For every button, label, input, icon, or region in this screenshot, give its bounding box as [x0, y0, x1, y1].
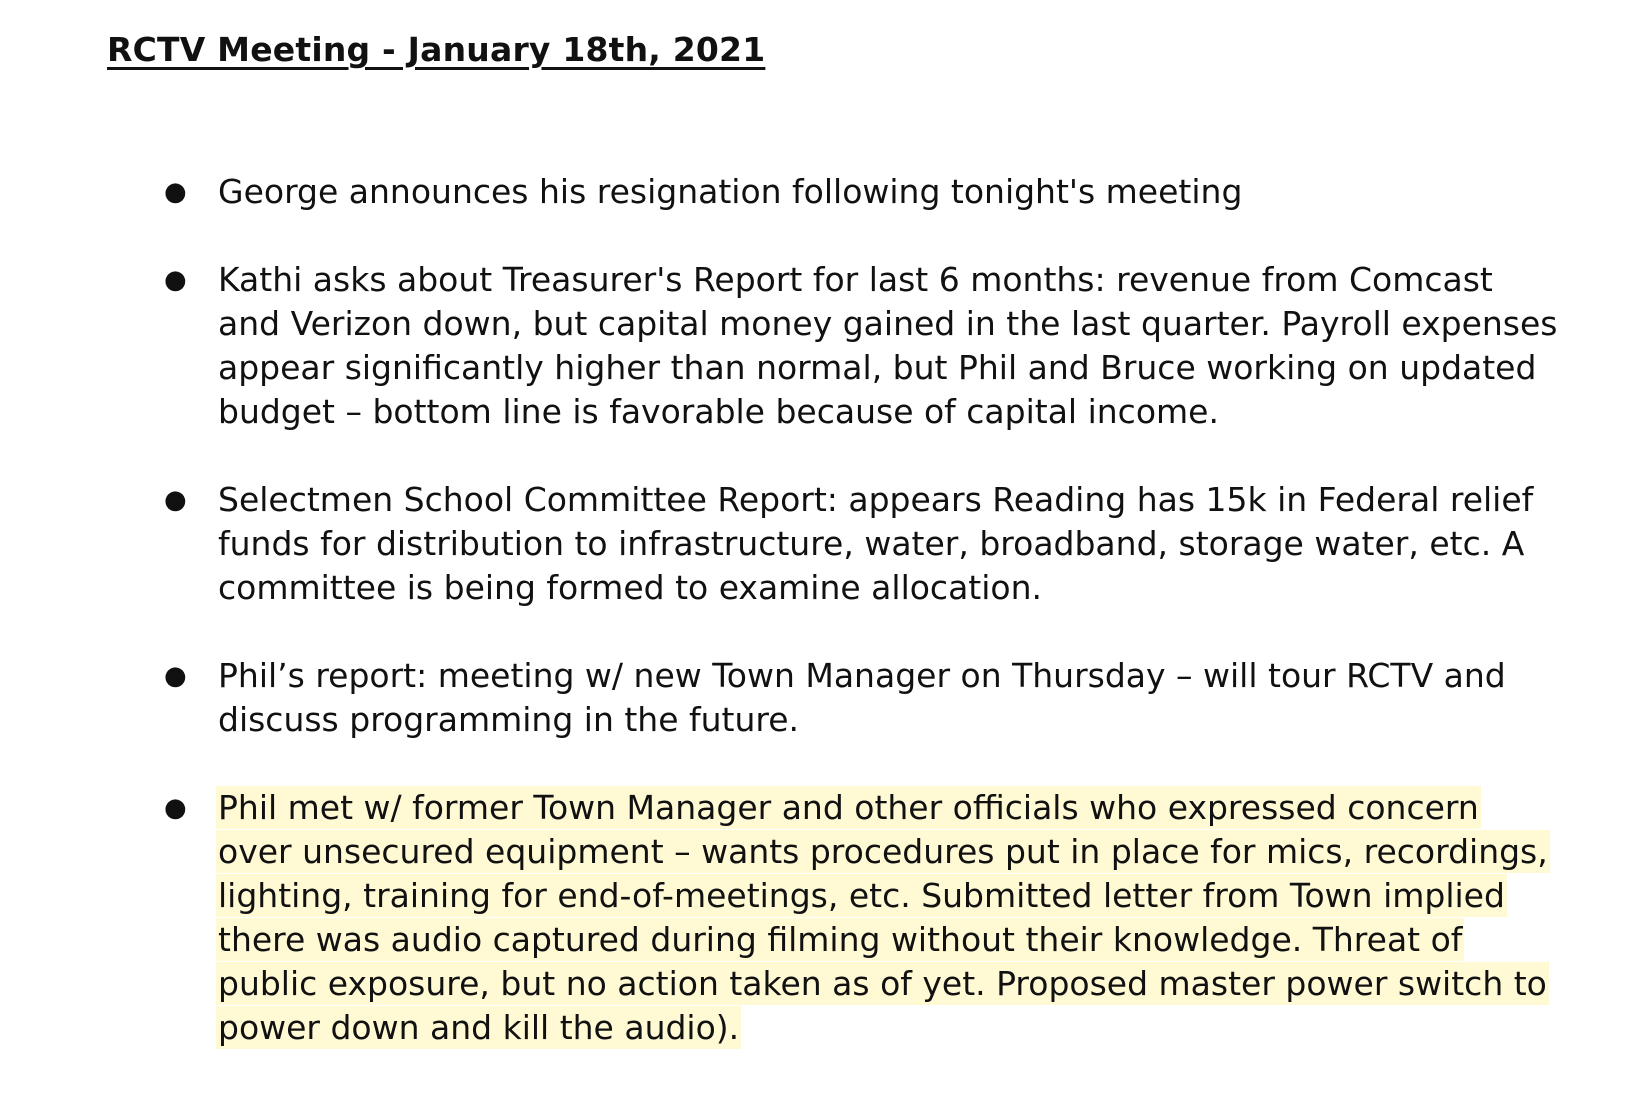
bullet-icon: ●: [164, 485, 187, 515]
note-text: Kathi asks about Treasurer's Report for last 6 months: revenue from Comcast and Verizon down, but capital money gained in the last quarter. Payroll expenses appear significantly higher than normal, but Phil and Bruce working on updated budget – bottom line is favorable because of capital income.: [218, 260, 1558, 431]
bullet-icon: ●: [164, 177, 187, 207]
meeting-notes-list: [160, 170, 1560, 1094]
highlighted-note-text: Phil met w/ former Town Manager and other officials who expressed concern over unsecured equipment – wants procedures put in place for mics, recordings, lighting, training for end-of-meetings, etc. Submitted letter from Town implied there was audio captured during filming without their knowledge. Threat of public exposure, but no action taken as of yet. Proposed master power switch to power down and kill the audio).: [218, 788, 1548, 1047]
note-text: George announces his resignation following tonight's meeting: [218, 172, 1243, 211]
bullet-icon: ●: [164, 793, 187, 823]
note-item: [160, 258, 1560, 434]
note-item: [160, 478, 1560, 610]
note-item: [160, 170, 1560, 214]
note-text: Phil’s report: meeting w/ new Town Manager on Thursday – will tour RCTV and discuss programming in the future.: [218, 656, 1506, 739]
document-title: RCTV Meeting - January 18th, 2021: [107, 30, 766, 69]
note-text: Selectmen School Committee Report: appears Reading has 15k in Federal relief funds for distribution to infrastructure, water, broadband, storage water, etc. A committee is being formed to examine allocation.: [218, 480, 1534, 607]
bullet-icon: ●: [164, 265, 187, 295]
highlighted-note-item: [160, 786, 1560, 1050]
bullet-icon: ●: [164, 661, 187, 691]
note-item: [160, 654, 1560, 742]
